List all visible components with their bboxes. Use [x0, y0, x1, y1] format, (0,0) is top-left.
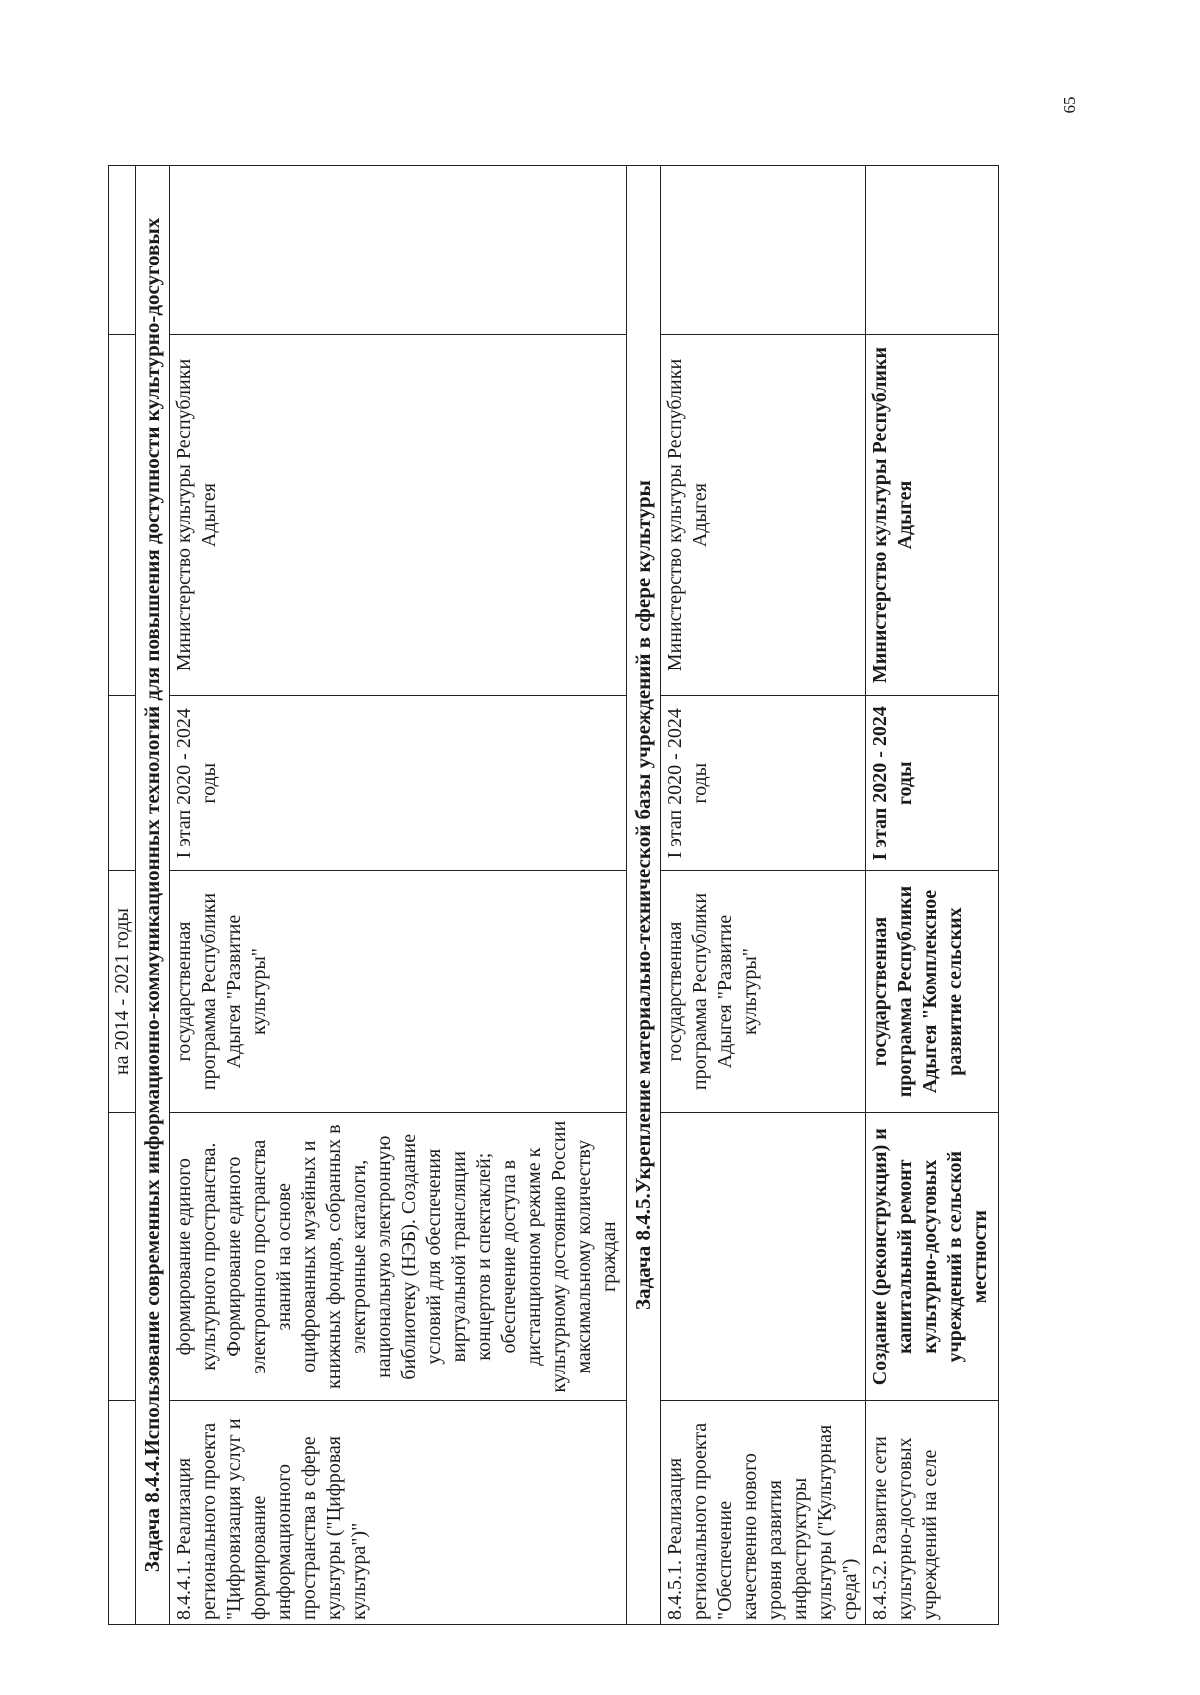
page-number: 65: [1060, 96, 1079, 114]
period-cell: I этап 2020 - 2024 годы: [866, 696, 999, 871]
header-cell-empty-4: [109, 334, 136, 696]
description-cell: [866, 1112, 999, 1401]
program-cell: государственная программа Республики Адыгея "Развитие культуры": [170, 871, 627, 1113]
task-heading-row: [627, 166, 661, 1625]
activity-cell: 8.4.4.1. Реализация регионального проекта "Цифровизация услуг и формирование информационного пространства в сфере культуры ("Цифровая культура")": [170, 1401, 627, 1625]
table-row: [170, 166, 627, 1625]
activity-cell: 8.4.5.1. Реализация регионального проекта "Обеспечение качественно нового уровня развития инфраструктуры культуры ("Культурная среда"): [661, 1401, 866, 1625]
task-heading-8-4-4: Задача 8.4.4.Использование современных информационно-коммуникационных технологий для повышения доступности культурно-досуговых: [136, 166, 170, 1625]
table-row: [866, 166, 999, 1625]
header-cell-period: на 2014 - 2021 годы: [109, 871, 136, 1113]
executor-cell: Министерство культуры Республики Адыгея: [661, 334, 866, 696]
executor-cell: Министерство культуры Республики Адыгея: [866, 334, 999, 696]
header-cell-empty-3: [109, 696, 136, 871]
task-heading-row: [136, 166, 170, 1625]
program-cell: государственная программа Республики Адыгея "Развитие культуры": [661, 871, 866, 1113]
header-cell-empty-5: [109, 166, 136, 335]
rotated-table-frame: [108, 165, 1157, 1625]
description-text: Создание (реконструкция) и капитальный ремонт культурно-досуговых учреждений в сельской местности: [869, 1128, 991, 1386]
description-cell: формирование единого культурного пространства. Формирование единого электронного пространства знаний на основе оцифрованных музейных и книжных фондов, собранных в электронные каталоги, национальную электронную библиотеку (НЭБ). Создание условий для обеспечения виртуальной трансляции концертов и спектаклей; обеспечение доступа в дистанционном режиме к культурному достоянию России максимальному количеству граждан: [170, 1112, 627, 1401]
activity-cell: 8.4.5.2. Развитие сети культурно-досуговых учреждений на селе: [866, 1401, 999, 1625]
table-row: [661, 166, 866, 1625]
empty-cell: [661, 166, 866, 335]
task-heading-8-4-5: Задача 8.4.5.Укрепление материально-технической базы учреждений в сфере культуры: [627, 166, 661, 1625]
empty-cell: [170, 166, 627, 335]
empty-cell: [866, 166, 999, 335]
period-cell: I этап 2020 - 2024 годы: [661, 696, 866, 871]
plan-table: [108, 165, 999, 1625]
table-header-row: [109, 166, 136, 1625]
executor-cell: Министерство культуры Республики Адыгея: [170, 334, 627, 696]
program-text: государственная программа Республики Адыгея "Комплексное развитие сельских: [869, 885, 966, 1098]
period-cell: I этап 2020 - 2024 годы: [170, 696, 627, 871]
program-cell: [866, 871, 999, 1113]
header-cell-empty-1: [109, 1401, 136, 1625]
description-cell: [661, 1112, 866, 1401]
header-cell-empty-2: [109, 1112, 136, 1401]
